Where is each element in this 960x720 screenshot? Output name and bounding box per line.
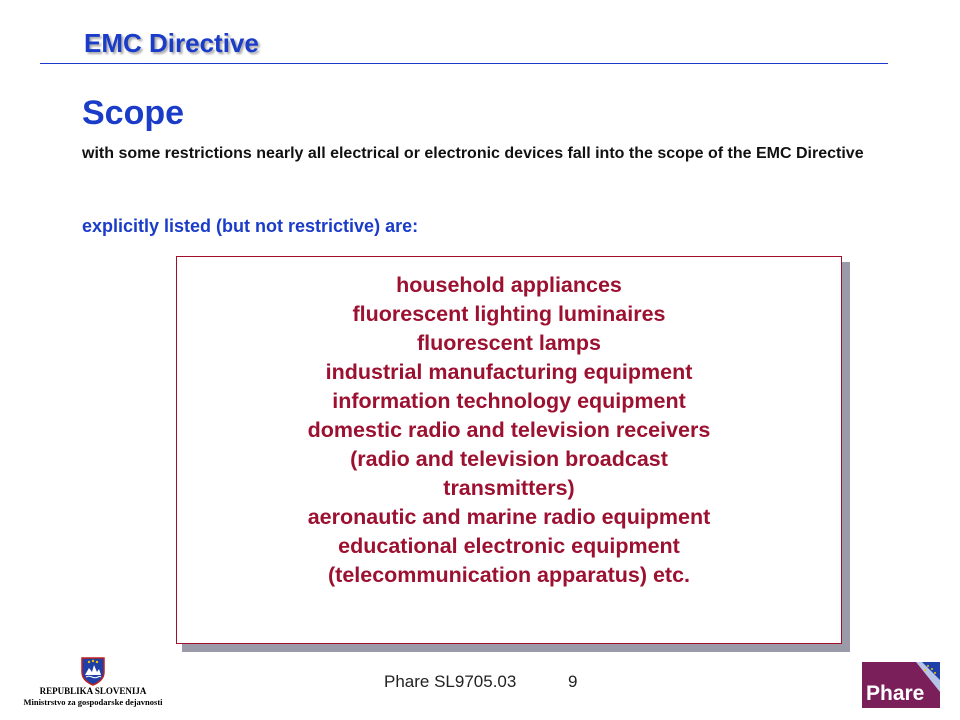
phare-logo-icon: [862, 662, 940, 708]
footer-code: Phare SL9705.03: [384, 672, 517, 691]
section-heading: Scope: [82, 94, 185, 132]
listed-lead-text: explicitly listed (but not restrictive) are:: [82, 216, 419, 236]
list-item: aeronautic and marine radio equipment: [307, 505, 711, 529]
gov-logo-line1: REPUBLIKA SLOVENIJA: [39, 686, 147, 696]
equipment-list-box: [176, 256, 842, 644]
list-item: transmitters): [443, 476, 575, 500]
list-item: information technology equipment: [332, 389, 686, 413]
page-number: 9: [568, 672, 578, 691]
intro-text: with some restrictions nearly all electrical or electronic devices fall into the scope of the EMC Directive: [82, 145, 864, 162]
government-logo: [8, 656, 178, 712]
list-item: educational electronic equipment: [338, 534, 680, 558]
list-item: household appliances: [396, 273, 622, 297]
list-item: industrial manufacturing equipment: [325, 360, 693, 384]
phare-logo-text: Phare: [866, 682, 925, 705]
slide-title: EMC Directive: [84, 28, 259, 58]
list-item: fluorescent lamps: [417, 331, 601, 355]
title-divider: [40, 63, 888, 64]
gov-logo-line2: Ministrstvo za gospodarske dejavnosti: [23, 697, 163, 707]
slovenia-crest-icon: [80, 656, 106, 686]
list-item: fluorescent lighting luminaires: [352, 302, 666, 326]
list-item: (radio and television broadcast: [350, 447, 668, 471]
list-item: (telecommunication apparatus) etc.: [328, 563, 690, 587]
list-item: domestic radio and television receivers: [307, 418, 711, 442]
